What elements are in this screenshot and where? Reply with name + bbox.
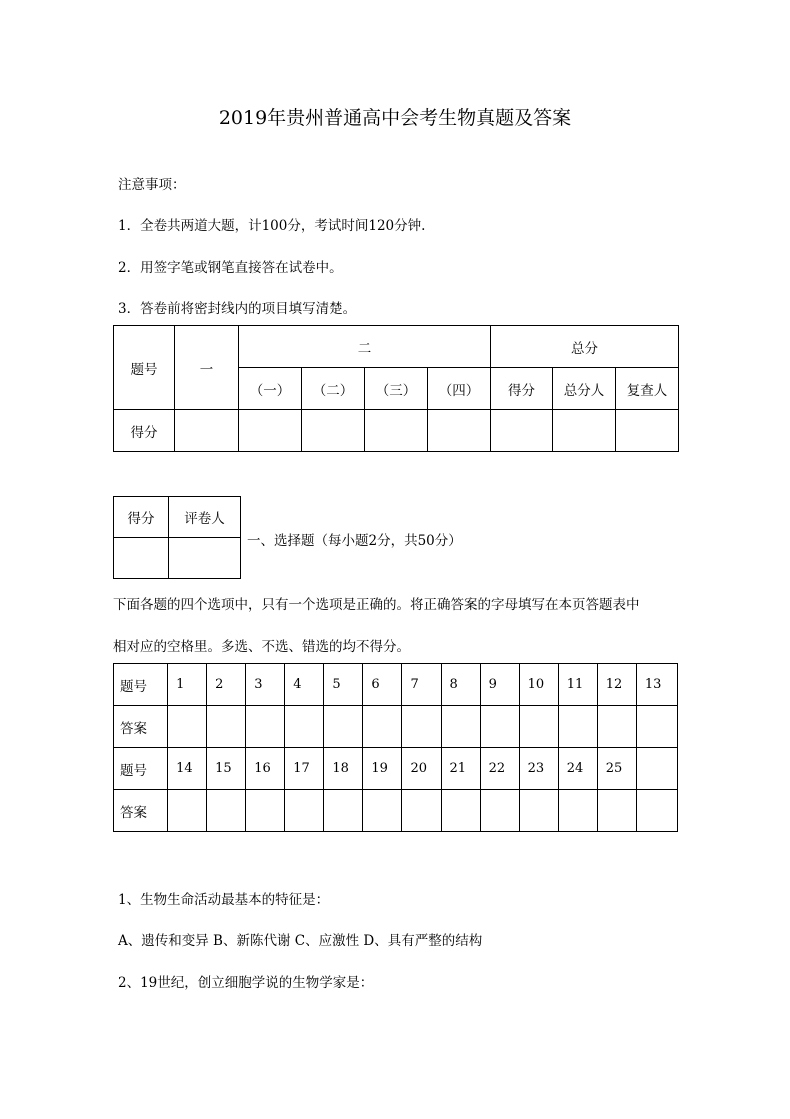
score-table-sub-total-checker: 复查人 — [616, 368, 679, 410]
grader-box — [113, 496, 241, 579]
answer-cell[interactable] — [285, 790, 324, 832]
score-table-sub-total-score: 得分 — [491, 368, 553, 410]
answer-cell[interactable] — [441, 706, 480, 748]
answer-cell[interactable] — [168, 706, 207, 748]
question-1-stem: 1、生物生命活动最基本的特征是： — [118, 892, 330, 908]
answer-table-qnum: 2 — [207, 664, 246, 706]
grader-box-score-label: 得分 — [114, 497, 169, 538]
score-cell[interactable] — [491, 410, 553, 452]
score-table — [113, 325, 679, 452]
answer-table-qnum: 25 — [597, 748, 636, 790]
score-table-sub-two-1: （一） — [239, 368, 302, 410]
answer-cell[interactable] — [558, 706, 597, 748]
answer-cell[interactable] — [285, 706, 324, 748]
answer-cell[interactable] — [246, 706, 285, 748]
notes-item-2: 2．用签字笔或钢笔直接答在试卷中。 — [118, 260, 343, 276]
score-table-sub-two-4: （四） — [428, 368, 491, 410]
answer-table-qnum: 17 — [285, 748, 324, 790]
answer-table-qnum — [636, 748, 677, 790]
score-cell[interactable] — [553, 410, 616, 452]
score-cell[interactable] — [175, 410, 239, 452]
page-title: 2019年贵州普通高中会考生物真题及答案 — [218, 107, 572, 129]
answer-table-qnum: 23 — [519, 748, 558, 790]
score-table-sub-total-totaler: 总分人 — [553, 368, 616, 410]
answer-table-qnum: 19 — [363, 748, 402, 790]
answer-table-qnum: 11 — [558, 664, 597, 706]
score-table-total-header: 总分 — [491, 326, 679, 368]
grader-box-grader-cell[interactable] — [169, 538, 241, 579]
answer-table-qnum: 22 — [480, 748, 519, 790]
grader-box-score-cell[interactable] — [114, 538, 169, 579]
section-one-instruction-1: 下面各题的四个选项中，只有一个选项是正确的。将正确答案的字母填写在本页答题表中 — [113, 597, 640, 613]
answer-table-qnum-label: 题号 — [114, 664, 168, 706]
answer-table-qnum: 14 — [168, 748, 207, 790]
question-1-options: A、遗传和变异 B、新陈代谢 C、应激性 D、具有严整的结构 — [118, 933, 483, 949]
notes-item-3: 3．答卷前将密封线内的项目填写清楚。 — [118, 301, 357, 317]
score-table-part-two-header: 二 — [239, 326, 491, 368]
answer-table-qnum: 21 — [441, 748, 480, 790]
score-table-score-row-label: 得分 — [114, 410, 175, 452]
score-cell[interactable] — [239, 410, 302, 452]
answer-cell[interactable] — [441, 790, 480, 832]
question-2-stem: 2、19世纪，创立细胞学说的生物学家是： — [118, 975, 374, 991]
answer-cell[interactable] — [519, 706, 558, 748]
answer-table-qnum-label: 题号 — [114, 748, 168, 790]
answer-cell[interactable] — [363, 790, 402, 832]
answer-table-qnum: 8 — [441, 664, 480, 706]
notes-item-1: 1．全卷共两道大题，计100分，考试时间120分钟. — [118, 218, 426, 234]
answer-table-qnum: 16 — [246, 748, 285, 790]
answer-cell[interactable] — [402, 790, 441, 832]
answer-table-qnum: 9 — [480, 664, 519, 706]
answer-table-qnum: 6 — [363, 664, 402, 706]
answer-cell[interactable] — [324, 790, 363, 832]
answer-cell[interactable] — [363, 706, 402, 748]
answer-cell[interactable] — [480, 790, 519, 832]
score-cell[interactable] — [365, 410, 428, 452]
answer-table-qnum: 13 — [636, 664, 677, 706]
answer-cell[interactable] — [324, 706, 363, 748]
answer-table-answer-label: 答案 — [114, 790, 168, 832]
answer-cell[interactable] — [207, 706, 246, 748]
answer-table-qnum: 12 — [597, 664, 636, 706]
score-table-part-one-header: 一 — [175, 326, 239, 410]
score-cell[interactable] — [302, 410, 365, 452]
answer-cell[interactable] — [480, 706, 519, 748]
answer-cell[interactable] — [246, 790, 285, 832]
answer-table-qnum: 1 — [168, 664, 207, 706]
answer-cell[interactable] — [519, 790, 558, 832]
answer-table-answer-label: 答案 — [114, 706, 168, 748]
answer-table-qnum: 20 — [402, 748, 441, 790]
score-cell[interactable] — [428, 410, 491, 452]
answer-table — [113, 663, 678, 832]
answer-cell[interactable] — [207, 790, 246, 832]
answer-table-qnum: 3 — [246, 664, 285, 706]
answer-table-qnum: 18 — [324, 748, 363, 790]
score-cell[interactable] — [616, 410, 679, 452]
score-table-qnum-header: 题号 — [114, 326, 175, 410]
answer-table-qnum: 15 — [207, 748, 246, 790]
answer-table-qnum: 10 — [519, 664, 558, 706]
answer-table-qnum: 24 — [558, 748, 597, 790]
grader-box-grader-label: 评卷人 — [169, 497, 241, 538]
section-one-heading: 一、选择题（每小题2分，共50分） — [247, 533, 462, 549]
answer-cell[interactable] — [636, 706, 677, 748]
answer-cell[interactable] — [558, 790, 597, 832]
answer-cell[interactable] — [597, 790, 636, 832]
answer-table-qnum: 7 — [402, 664, 441, 706]
answer-cell[interactable] — [636, 790, 677, 832]
score-table-sub-two-2: （二） — [302, 368, 365, 410]
answer-table-qnum: 5 — [324, 664, 363, 706]
answer-table-qnum: 4 — [285, 664, 324, 706]
section-one-instruction-2: 相对应的空格里。多选、不选、错选的均不得分。 — [113, 639, 410, 655]
score-table-sub-two-3: （三） — [365, 368, 428, 410]
answer-cell[interactable] — [168, 790, 207, 832]
notes-heading: 注意事项： — [118, 177, 186, 193]
answer-cell[interactable] — [597, 706, 636, 748]
answer-cell[interactable] — [402, 706, 441, 748]
